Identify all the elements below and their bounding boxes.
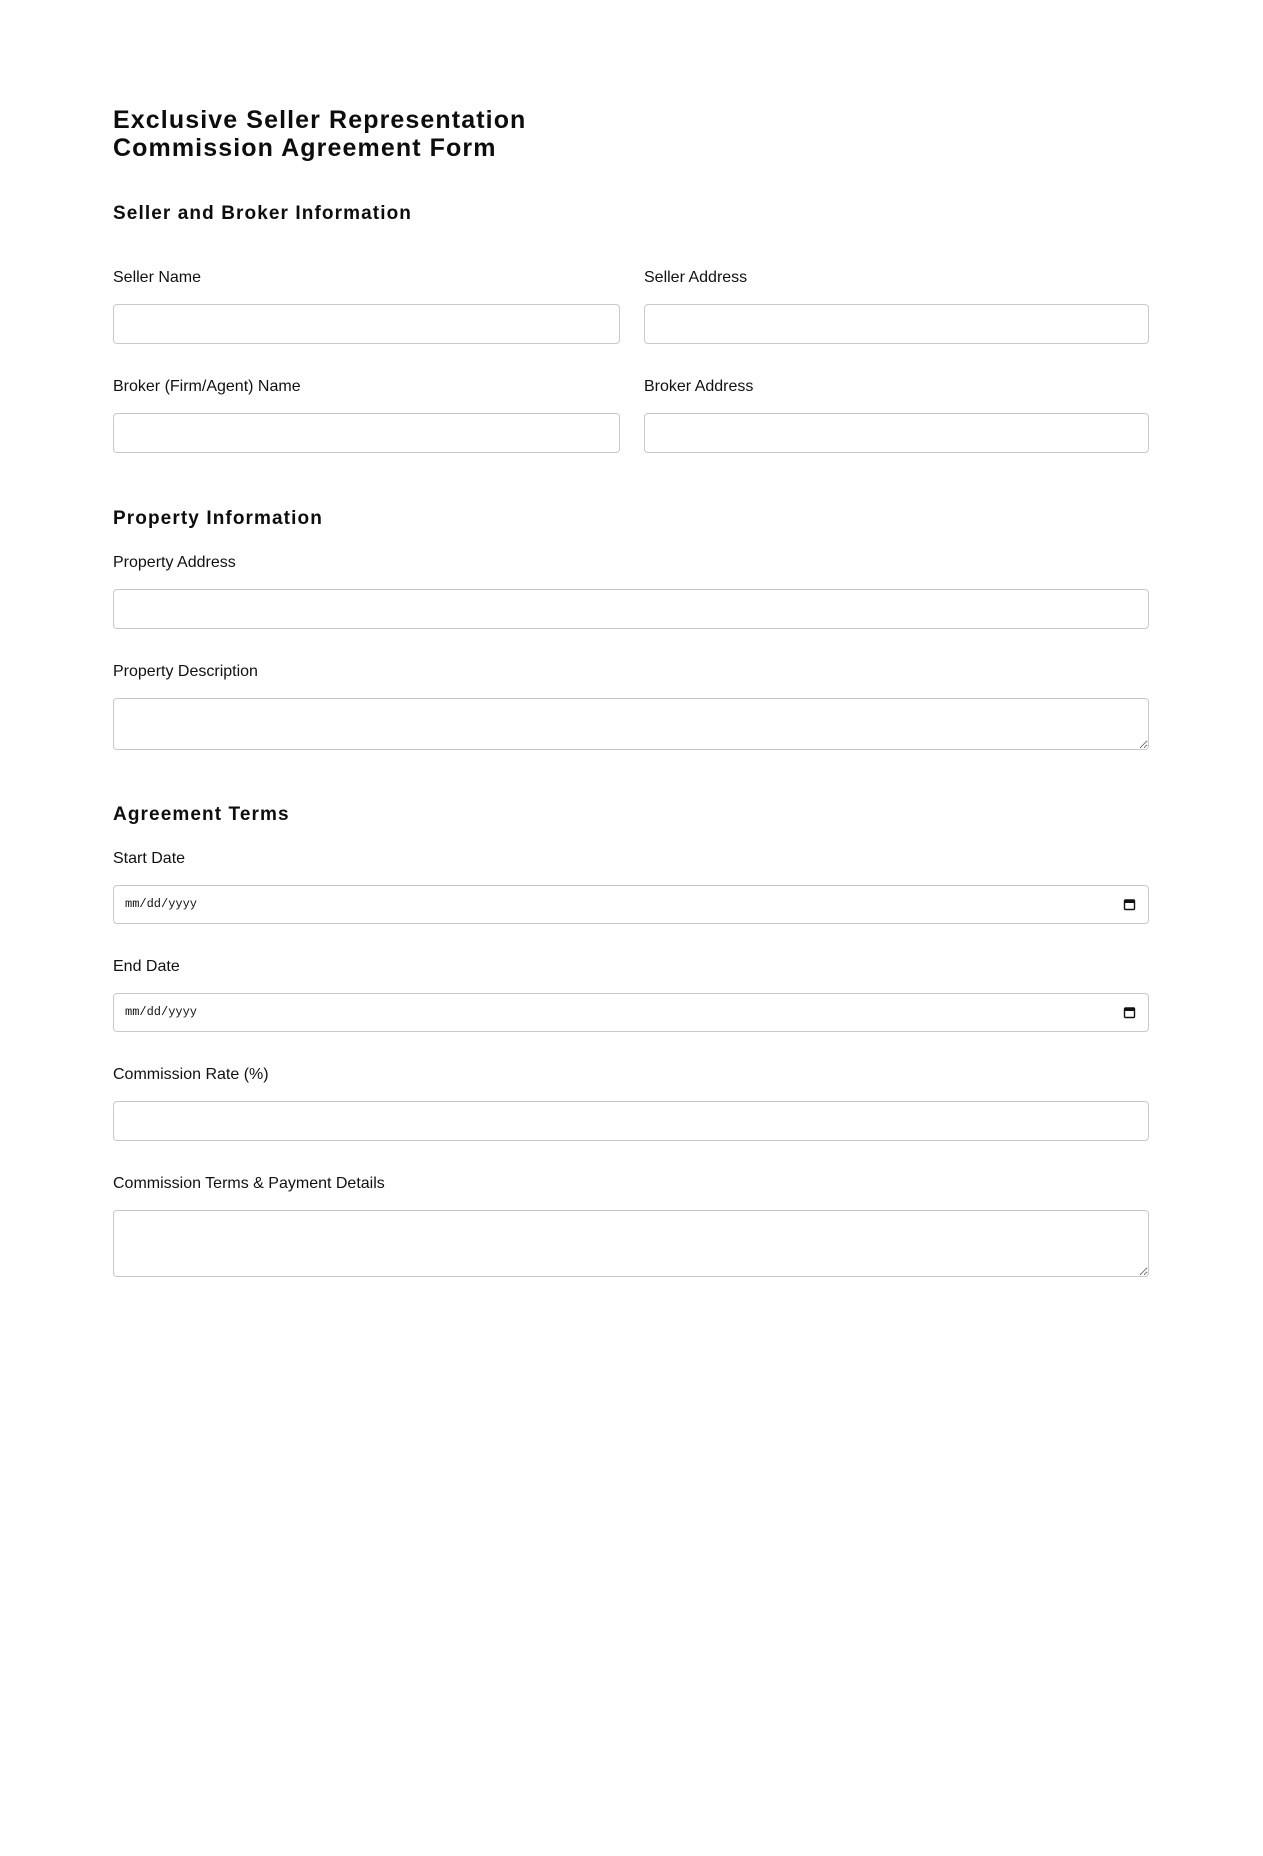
seller-name-label: Seller Name — [113, 269, 202, 286]
broker-name-input[interactable] — [113, 413, 620, 453]
end-date-group — [113, 958, 1149, 1032]
section-title-property: Property Information — [113, 508, 323, 529]
end-date-input[interactable] — [113, 993, 1149, 1032]
seller-address-group — [644, 269, 1149, 344]
end-date-label: End Date — [113, 958, 180, 975]
agreement-form — [113, 106, 1149, 1192]
property-address-group — [113, 554, 1149, 629]
start-date-group — [113, 850, 1149, 924]
property-description-group — [113, 663, 1149, 750]
start-date-input[interactable] — [113, 885, 1149, 924]
property-address-label: Property Address — [113, 554, 236, 571]
seller-name-input[interactable] — [113, 304, 620, 344]
calendar-icon[interactable] — [1123, 1006, 1136, 1019]
property-description-label: Property Description — [113, 663, 258, 680]
broker-address-label: Broker Address — [644, 378, 754, 395]
property-description-textarea[interactable] — [113, 698, 1149, 750]
seller-address-label: Seller Address — [644, 269, 748, 286]
form-title: Exclusive Seller Representation Commission Agreement Form — [113, 106, 527, 162]
commission-terms-group — [113, 1175, 1149, 1277]
property-address-input[interactable] — [113, 589, 1149, 629]
commission-rate-label: Commission Rate (%) — [113, 1066, 269, 1083]
calendar-icon[interactable] — [1123, 898, 1136, 911]
commission-terms-textarea[interactable] — [113, 1210, 1149, 1277]
seller-address-input[interactable] — [644, 304, 1149, 344]
seller-name-group — [113, 269, 620, 344]
section-title-seller-broker: Seller and Broker Information — [113, 203, 413, 224]
broker-address-input[interactable] — [644, 413, 1149, 453]
start-date-placeholder: mm/dd/yyyy — [125, 897, 198, 911]
commission-rate-input[interactable] — [113, 1101, 1149, 1141]
broker-name-group — [113, 378, 620, 453]
commission-terms-label: Commission Terms & Payment Details — [113, 1175, 385, 1192]
broker-name-label: Broker (Firm/Agent) Name — [113, 378, 301, 395]
broker-address-group — [644, 378, 1149, 453]
commission-rate-group — [113, 1066, 1149, 1141]
end-date-placeholder: mm/dd/yyyy — [125, 1005, 198, 1019]
section-title-agreement: Agreement Terms — [113, 804, 290, 825]
start-date-label: Start Date — [113, 850, 186, 867]
